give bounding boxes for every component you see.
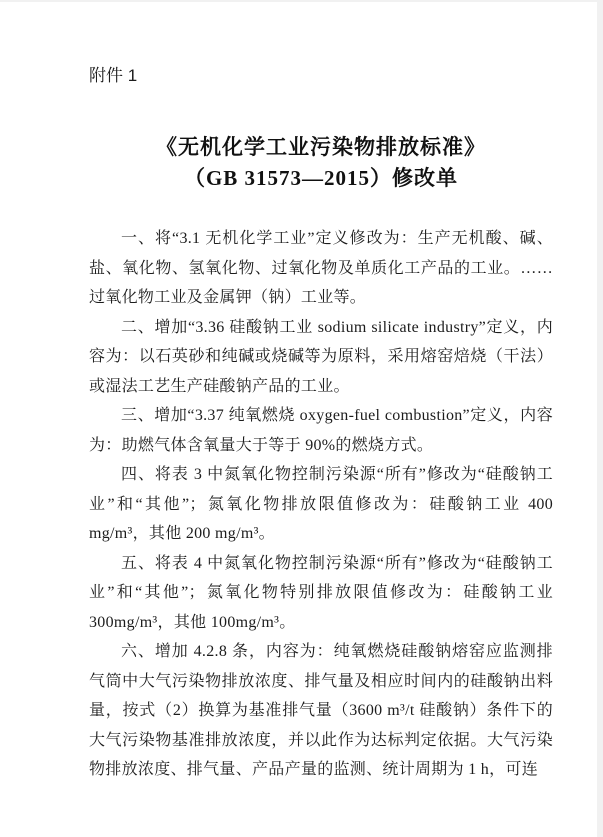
paragraph-4: 四、将表 3 中氮氧化物控制污染源“所有”修改为“硅酸钠工业”和“其他”；氮氧化物排放限值修改为：硅酸钠工业 400 mg/m³，其他 200 mg/m³。 [89, 466, 553, 542]
paragraph-5: 五、将表 4 中氮氧化物控制污染源“所有”修改为“硅酸钠工业”和“其他”；氮氧化物特别排放限值修改为：硅酸钠工业 300mg/m³，其他 100mg/m³。 [89, 554, 553, 631]
paragraph-2: 二、增加“3.36 硅酸钠工业 sodium silicate industry”定义，内容为：以石英砂和纯碱或烧碱等为原料，采用熔窑焙烧（干法）或湿法工艺生产硅酸钠产品的工业。 [89, 318, 553, 395]
page-right-edge [597, 0, 603, 837]
paragraph-6: 六、增加 4.2.8 条，内容为：纯氧燃烧硅酸钠熔窑应监测排气筒中大气污染物排放浓度、排气量及相应时间内的硅酸钠出料量，按式（2）换算为基准排气量（3600 m³/t 硅酸钠）条件下的大气污染物基准排放浓度，并以此作为达标判定依据。大气污染物排放浓度、排气量、产品产量的监测、统计周期为 1 h，可连 [89, 643, 553, 778]
document-title [89, 132, 553, 194]
document-page [0, 2, 597, 837]
attachment-label: 附件 1 [89, 66, 138, 85]
title-line-2: （GB 31573—2015）修改单 [183, 166, 459, 190]
paragraph-3: 三、增加“3.37 纯氧燃烧 oxygen-fuel combustion”定义，内容为：助燃气体含氧量大于等于 90%的燃烧方式。 [89, 407, 553, 454]
document-body [89, 224, 553, 785]
title-line-1: 《无机化学工业污染物排放标准》 [156, 135, 486, 159]
paragraph-1: 一、将“3.1 无机化学工业”定义修改为：生产无机酸、碱、盐、氧化物、氢氧化物、过氧化物及单质化工产品的工业。……过氧化物工业及金属钾（钠）工业等。 [89, 230, 553, 306]
